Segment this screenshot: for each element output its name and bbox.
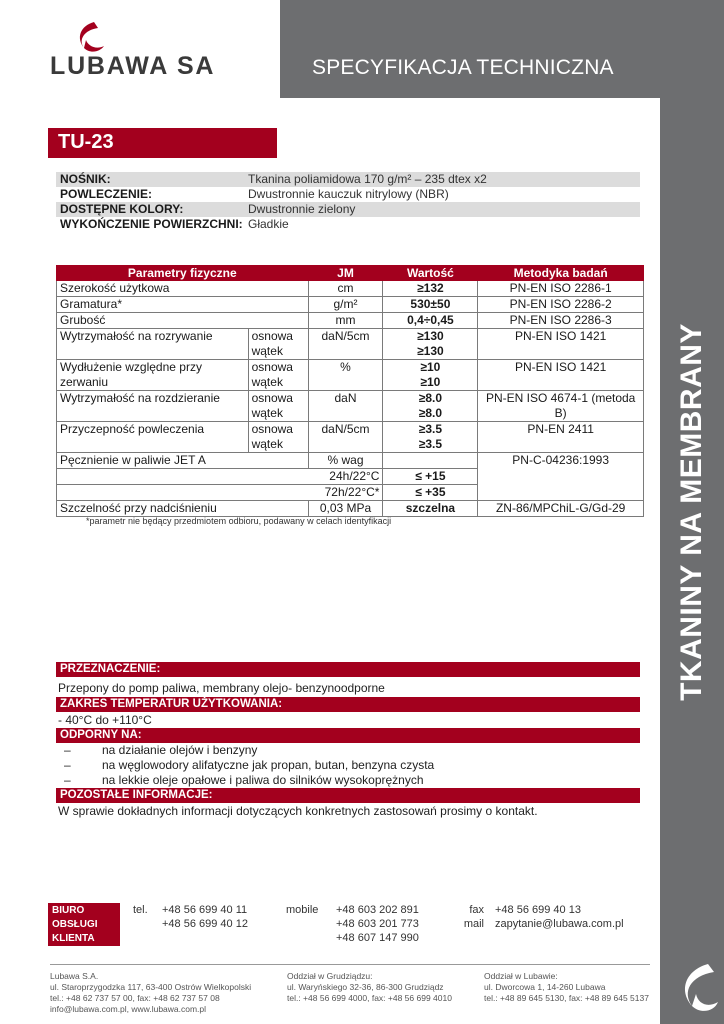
direction-weft: wątek: [251, 437, 283, 451]
value-cell: ≥132: [383, 281, 478, 297]
dash-bullet: –: [64, 758, 71, 772]
badge-line: BIURO: [52, 905, 85, 916]
fax-number[interactable]: +48 56 699 40 13: [495, 904, 581, 916]
value-warp: ≥8.0: [418, 391, 443, 405]
header-unit: JM: [308, 266, 383, 281]
section-title-purpose: PRZEZNACZENIE:: [56, 662, 640, 677]
badge-line: KLIENTA: [52, 933, 95, 944]
address-line: Oddział w Lubawie:: [484, 971, 558, 981]
value-cell: 530±50: [383, 297, 478, 313]
value-warp: ≥10: [420, 360, 441, 374]
customer-service-badge: [48, 903, 120, 946]
method-cell: PN-EN ISO 2286-2: [478, 297, 644, 313]
direction-weft: wątek: [251, 406, 283, 420]
table-row: [57, 422, 644, 453]
unit-cell: g/m²: [308, 297, 383, 313]
param-cell: Przyczepność powleczenia: [57, 422, 249, 453]
unit-cell: daN/5cm: [308, 329, 383, 360]
page-title: SPECYFIKACJA TECHNICZNA: [312, 56, 614, 79]
mail-link[interactable]: zapytanie@lubawa.com.pl: [495, 918, 624, 930]
section-title-resistant: ODPORNY NA:: [56, 728, 640, 743]
address-line[interactable]: info@lubawa.com.pl, www.lubawa.com.pl: [50, 1004, 207, 1014]
param-cell: Wytrzymałość na rozdzieranie: [57, 391, 249, 422]
header-method: Metodyka badań: [478, 266, 644, 281]
lubawa-swoosh-icon: [668, 960, 720, 1016]
value-cell: [383, 422, 478, 453]
dash-bullet: –: [64, 773, 71, 787]
list-item: [64, 743, 434, 758]
direction-cell: [248, 360, 308, 391]
fax-label: fax: [469, 904, 484, 916]
direction-warp: osnowa: [251, 422, 293, 436]
header-value: Wartość: [383, 266, 478, 281]
method-cell: PN-EN ISO 1421: [478, 360, 644, 391]
address-grudziadz: [287, 971, 452, 1004]
direction-warp: osnowa: [251, 360, 293, 374]
value-cell: [383, 329, 478, 360]
value-warp: ≥130: [417, 329, 444, 343]
tel-number[interactable]: +48 56 699 40 12: [162, 918, 248, 930]
table-row: [57, 360, 644, 391]
method-cell: PN-EN ISO 1421: [478, 329, 644, 360]
section-title-other: POZOSTAŁE INFORMACJE:: [56, 788, 640, 803]
table-row: [57, 391, 644, 422]
property-row: [56, 217, 640, 232]
mobile-label: mobile: [286, 904, 319, 916]
property-value: Dwustronnie kauczuk nitrylowy (NBR): [248, 187, 449, 201]
unit-cell: cm: [308, 281, 383, 297]
address-line: tel.: +48 62 737 57 00, fax: +48 62 737 57 08: [50, 993, 220, 1003]
method-cell: PN-EN 2411: [478, 422, 644, 453]
badge-line: OBSŁUGI: [52, 919, 98, 930]
address-line: Lubawa S.A.: [50, 971, 99, 981]
address-line: ul. Staroprzygodzka 117, 63-400 Ostrów Wielkopolski: [50, 982, 252, 992]
property-value: Dwustronnie zielony: [248, 202, 356, 216]
brand-name: LUBAWA SA: [50, 52, 216, 80]
value-cell: [383, 453, 478, 469]
direction-weft: wątek: [251, 344, 283, 358]
list-item: [64, 758, 434, 773]
method-cell: PN-EN ISO 4674-1 (metoda B): [478, 391, 644, 422]
property-label: POWLECZENIE:: [60, 187, 152, 201]
method-cell: PN-EN ISO 2286-1: [478, 281, 644, 297]
direction-cell: [248, 422, 308, 453]
address-line: tel.: +48 56 699 4000, fax: +48 56 699 4010: [287, 993, 452, 1003]
property-label: DOSTĘPNE KOLORY:: [60, 202, 184, 216]
direction-cell: [248, 391, 308, 422]
direction-weft: wątek: [251, 375, 283, 389]
param-cell: Pęcznienie w paliwie JET A: [57, 453, 309, 469]
direction-warp: osnowa: [251, 329, 293, 343]
side-label: TKANINY NA MEMBRANY: [675, 323, 708, 701]
table-row: [57, 501, 644, 517]
section-text-other: W sprawie dokładnych informacji dotyczących konkretnych zastosowań prosimy o kontakt.: [58, 804, 538, 818]
header-param: Parametry fizyczne: [57, 266, 309, 281]
property-row: [56, 202, 640, 217]
property-label: NOŚNIK:: [60, 172, 111, 186]
value-cell: 0,4÷0,45: [383, 313, 478, 329]
property-label: WYKOŃCZENIE POWIERZCHNI:: [60, 217, 243, 231]
property-value: Gładkie: [248, 217, 289, 231]
section-text-purpose: Przepony do pomp paliwa, membrany olejo- benzynoodporne: [58, 681, 385, 695]
list-item: [64, 773, 434, 788]
value-cell: [383, 391, 478, 422]
condition-cell: 24h/22°C: [57, 469, 383, 485]
method-cell: ZN-86/MPChiL-G/Gd-29: [478, 501, 644, 517]
lubawa-swoosh-icon: [50, 20, 110, 56]
method-cell-empty: [478, 469, 644, 485]
resistant-list: [64, 743, 434, 788]
footer-divider: [50, 964, 650, 965]
value-cell: ≤ +15: [383, 469, 478, 485]
unit-cell: daN: [308, 391, 383, 422]
unit-cell: 0,03 MPa: [308, 501, 383, 517]
tel-numbers: [162, 903, 248, 931]
method-cell: PN-C-04236:1993: [478, 453, 644, 469]
unit-cell: daN/5cm: [308, 422, 383, 453]
property-row: [56, 172, 640, 187]
section-text-temperature: - 40°C do +110°C: [58, 713, 152, 727]
value-cell: szczelna: [383, 501, 478, 517]
value-cell: [383, 360, 478, 391]
param-cell: Grubość: [57, 313, 309, 329]
header-band: [280, 0, 724, 98]
product-code: TU-23: [48, 128, 277, 158]
unit-cell: % wag: [308, 453, 383, 469]
value-weft: ≥8.0: [418, 406, 443, 420]
table-row: [57, 313, 644, 329]
mobile-numbers: [336, 903, 419, 945]
unit-cell: mm: [308, 313, 383, 329]
direction-cell: [248, 329, 308, 360]
address-hq: [50, 971, 251, 1015]
unit-cell: %: [308, 360, 383, 391]
mobile-number[interactable]: +48 603 202 891: [336, 904, 419, 916]
table-row: [57, 453, 644, 469]
tel-label: tel.: [133, 904, 148, 916]
param-cell: Szerokość użytkowa: [57, 281, 309, 297]
param-cell: Wydłużenie względne przy zerwaniu: [57, 360, 249, 391]
value-weft: ≥10: [420, 375, 441, 389]
table-row: [57, 281, 644, 297]
table-row: [57, 485, 644, 501]
table-row: [57, 469, 644, 485]
table-footnote: *parametr nie będący przedmiotem odbioru, podawany w celach identyfikacji: [86, 516, 392, 526]
address-lubawa: [484, 971, 649, 1004]
param-cell: Gramatura*: [57, 297, 309, 313]
value-weft: ≥3.5: [418, 437, 443, 451]
section-title-temperature: ZAKRES TEMPERATUR UŻYTKOWANIA:: [56, 697, 640, 712]
list-item-text: na lekkie oleje opałowe i paliwa do silników wysokoprężnych: [102, 773, 424, 787]
table-row: [57, 297, 644, 313]
spec-table: [56, 265, 644, 517]
property-value: Tkanina poliamidowa 170 g/m² – 235 dtex x2: [248, 172, 487, 186]
method-cell-empty: [478, 485, 644, 501]
address-line: ul. Dworcowa 1, 14-260 Lubawa: [484, 982, 606, 992]
mobile-number[interactable]: +48 607 147 990: [336, 932, 419, 944]
list-item-text: na działanie olejów i benzyny: [102, 743, 258, 757]
property-row: [56, 187, 640, 202]
condition-cell: 72h/22°C*: [57, 485, 383, 501]
table-row: [57, 329, 644, 360]
param-cell: Szczelność przy nadciśnieniu: [57, 501, 309, 517]
list-item-text: na węglowodory alifatyczne jak propan, butan, benzyna czysta: [102, 758, 435, 772]
method-cell: PN-EN ISO 2286-3: [478, 313, 644, 329]
address-line: ul. Waryńskiego 32-36, 86-300 Grudziądz: [287, 982, 444, 992]
table-header-row: [57, 266, 644, 281]
address-line: Oddział w Grudziądzu:: [287, 971, 373, 981]
mail-label: mail: [463, 918, 484, 930]
properties-block: [56, 172, 640, 232]
param-cell: Wytrzymałość na rozrywanie: [57, 329, 249, 360]
value-cell: ≤ +35: [383, 485, 478, 501]
mobile-number[interactable]: +48 603 201 773: [336, 918, 419, 930]
address-line: tel.: +48 89 645 5130, fax: +48 89 645 5137: [484, 993, 649, 1003]
value-weft: ≥130: [417, 344, 444, 358]
dash-bullet: –: [64, 743, 71, 757]
value-warp: ≥3.5: [418, 422, 443, 436]
direction-warp: osnowa: [251, 391, 293, 405]
tel-number[interactable]: +48 56 699 40 11: [162, 904, 248, 916]
